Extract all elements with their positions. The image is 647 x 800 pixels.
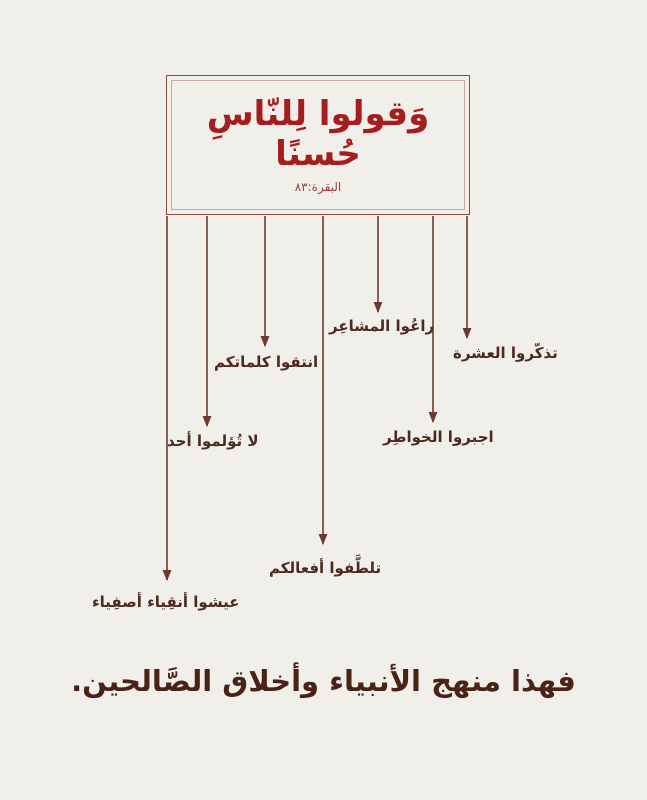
branch-label-5: انتقوا كلماتكم: [214, 353, 319, 371]
branch-label-1: تذكّروا العشرة: [453, 344, 558, 362]
branch-label-3: راعُوا المشاعِر: [329, 317, 435, 335]
verse-reference: البقرة:٨٣: [294, 180, 342, 194]
branch-label-7: عيشوا أنقِياء أصفِياء: [92, 593, 240, 611]
verse-text: وَقولوا لِلنّاسِ حُسنًا: [206, 94, 430, 174]
branch-label-6: لا تُؤلموا أحد: [167, 432, 259, 450]
branch-label-2: اجبروا الخواطِر: [383, 428, 494, 446]
footer-text: فهذا منهج الأنبياء وأخلاق الصَّالحين.: [71, 664, 576, 698]
branch-label-4: تلطَّفوا أفعالكم: [269, 559, 382, 577]
